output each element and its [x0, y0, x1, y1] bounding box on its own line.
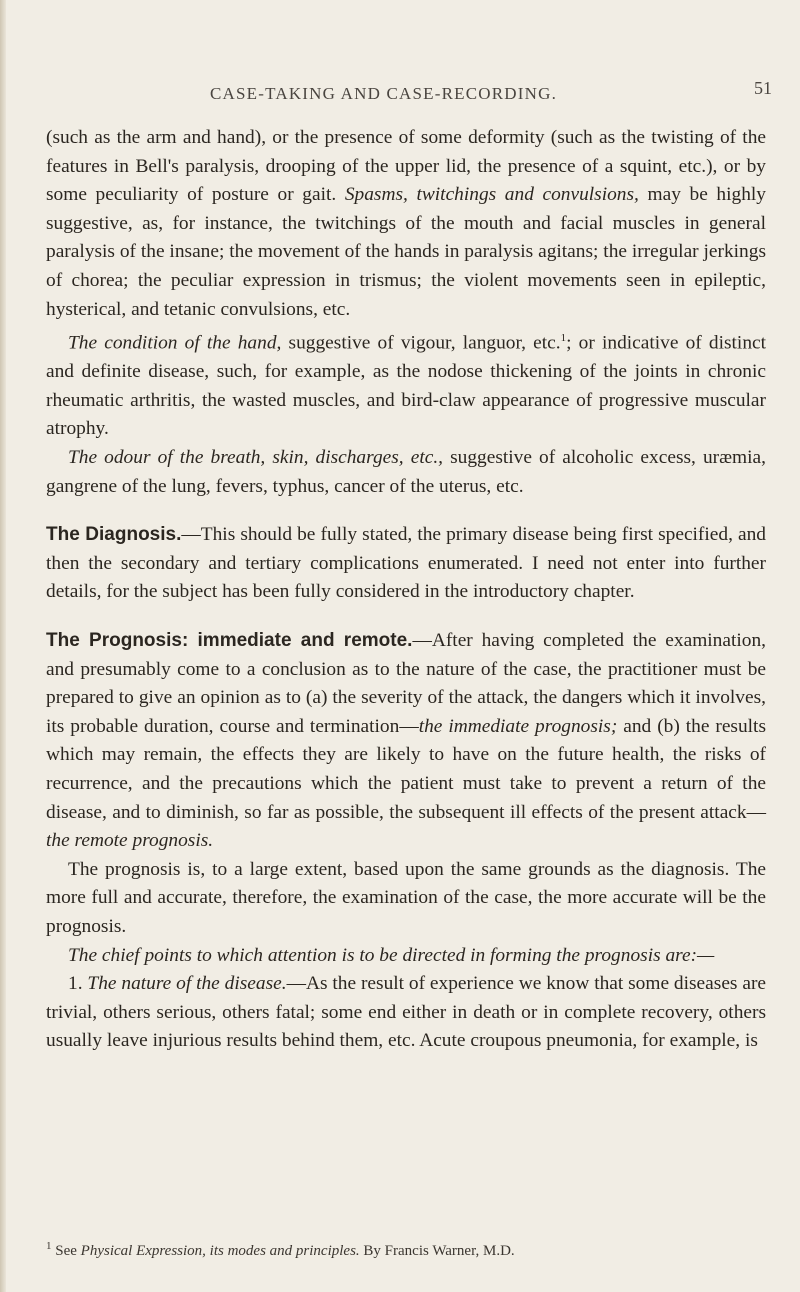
body-text [46, 124, 766, 1056]
running-head: CASE-TAKING AND CASE-RECORDING. [210, 84, 558, 103]
paragraph-chief-points: The chief points to which attention is to be directed in forming the prognosis are:— [68, 944, 715, 966]
paragraph-hand: The condition of the hand, suggestive of vigour, languor, etc.$^1$; or indicative of distinct and definite disease, such, for example, as the nodose thickening of the joints in chronic rheumatic arthritis, the wasted muscles, and bird-claw appearance of progressive muscular atrophy. [46, 332, 767, 440]
paragraph-odour: The odour of the breath, skin, discharges, etc., suggestive of alcoholic excess, uræmia, gangrene of the lung, fevers, typhus, cancer of the uterus, etc. [46, 447, 766, 497]
odour-lead: The odour of the breath, skin, discharges, etc., [68, 447, 444, 468]
hand-lead: The condition of the hand, [68, 332, 282, 354]
footnote-ref: 1 [560, 332, 567, 345]
spasms-lead: Spasms, twitchings and convulsions, [344, 184, 639, 206]
paragraph-posture: (such as the arm and hand), or the presence of some deformity (such as the twisting of the features in Bell's paralysis, drooping of the upper lid, the presence of a squint, etc.), or by some peculiarity of posture or gait. Spasms, twitchings and convulsions, may be highly suggestive, as, for instance, the twitchings of the mouth and facial muscles in general paralysis of the insane; the movement of the hands in paralysis agitans; the irregular jerkings of chorea; the peculiar expression in trismus; the violent movements seen in epileptic, hysterical, and tetanic convulsions, etc. [46, 127, 766, 320]
list-item: 1. The nature of the disease.—As the result of experience we know that some diseases are trivial, others serious, others fatal; some end either in death or in complete recovery, others usually leave injurious results behind them, etc. Acute croupous pneumonia, for example, is [46, 973, 767, 1052]
page-edge-shadow [0, 0, 6, 1292]
footnote: $^1$ See Physical Expression, its modes and principles. By Francis Warner, M.D. [46, 1240, 515, 1259]
paragraph-prognosis-basis: The prognosis is, to a large extent, based upon the same grounds as the diagnosis. The more full and accurate, therefore, the examination of the case, the more accurate will be the prognosis. [46, 858, 766, 937]
footnote-mark: 1 [46, 1240, 52, 1252]
diagnosis-heading: The Diagnosis. [46, 524, 182, 546]
prognosis-heading: The Prognosis: immediate and remote. [46, 629, 413, 651]
page-number: 51 [754, 78, 772, 98]
section-diagnosis: The Diagnosis.—This should be fully stated, the primary disease being first specified, and then the secondary and tertiary complications enumerated. I need not enter into further details, for the subject has been fully considered in the introductory chapter. [46, 524, 766, 603]
page-header [0, 78, 800, 108]
section-prognosis: The Prognosis: immediate and remote.—After having completed the examination, and presumably come to a conclusion as to the nature of the case, the practitioner must be prepared to give an opinion as to (a) the severity of the attack, the dangers which it involves, its probable duration, course and termination—the immediate prognosis; and (b) the results which may remain, the effects they are likely to have on the future health, the risks of recurrence, and the precautions which the patient must take to prevent a return of the disease, and to diminish, so far as possible, the subsequent ill effects of the present attack—the remote prognosis. [46, 629, 766, 852]
